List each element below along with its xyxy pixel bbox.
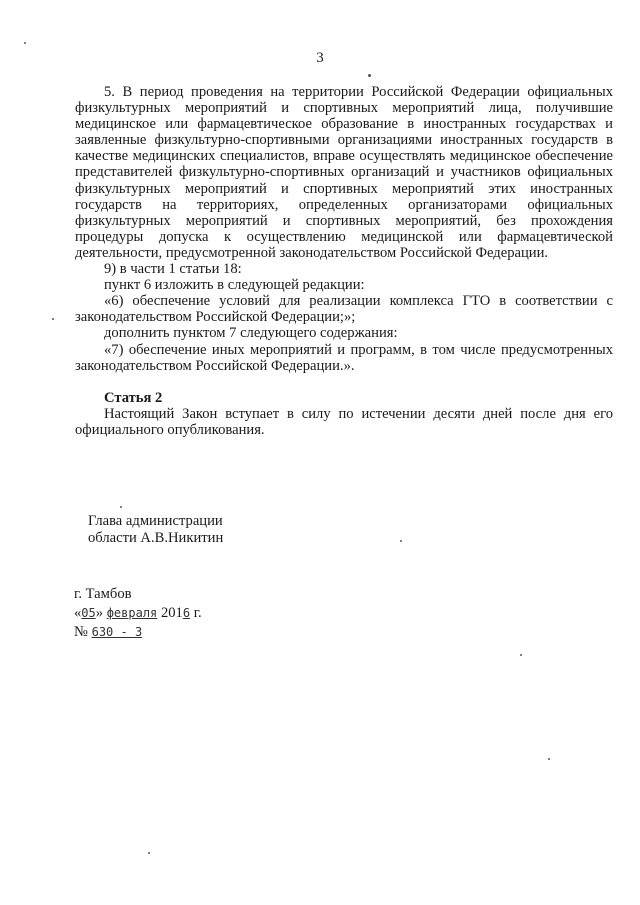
date-day: 05 — [81, 606, 96, 620]
date-line — [74, 604, 202, 623]
article-heading: Статья 2 — [104, 389, 163, 406]
date-year-unit: г. — [193, 605, 202, 621]
paragraph-point-5: 5. В период проведения на территории Российской Федерации официальных физкультурных мероприятий и спортивных мероприятий лица, получившие медицинское или фармацевтическое образование в иностранных государствах и заявленные физкультурно-спортивными организациями иностранных государств в качестве медицинских специалистов, вправе осуществлять медицинское обеспечение представителей физкультурно-спортивных организаций и участников официальных физкультурных мероприятий и спортивных мероприятий этих иностранных государств на территориях, определенных организаторами официальных физкультурных мероприятий и спортивных мероприятий, без прохождения процедуры допуска к осуществлению медицинской или фармацевтической деятельности, предусмотренной законодательством Российской Федерации. — [75, 84, 613, 261]
number-prefix: № — [74, 624, 88, 640]
page-number: 3 — [316, 50, 324, 66]
scan-speck — [52, 318, 54, 320]
date-open-quote: « — [74, 605, 82, 621]
registration-number — [74, 623, 202, 642]
scan-speck — [400, 540, 402, 542]
paragraph-item-6-intro: пункт 6 изложить в следующей редакции: — [104, 277, 365, 294]
paragraph-part-9: 9) в части 1 статьи 18: — [104, 261, 242, 278]
article-text: Настоящий Закон вступает в силу по истечении десяти дней после дня его официального опубликования. — [75, 405, 613, 438]
number-value: 630 - 3 — [91, 625, 143, 639]
scan-speck — [148, 852, 150, 854]
date-close-quote: » — [95, 605, 104, 621]
paragraph-item-7: «7) обеспечение иных мероприятий и программ, в том числе предусмотренных законодательством Российской Федерации.». — [75, 341, 613, 374]
place-date-block — [74, 585, 202, 642]
date-month: февраля — [106, 606, 158, 620]
scan-speck — [548, 758, 550, 760]
signature-name: области А.В.Никитин — [88, 530, 224, 546]
law-body — [75, 84, 613, 438]
signature-block — [88, 513, 223, 547]
city: г. Тамбов — [74, 586, 132, 602]
scan-speck — [368, 74, 371, 77]
paragraph-item-7-intro: дополнить пунктом 7 следующего содержания: — [104, 325, 398, 342]
scan-speck — [24, 42, 26, 44]
scan-speck — [120, 506, 122, 508]
scan-speck — [520, 654, 522, 656]
paragraph-item-6: «6) обеспечение условий для реализации комплекса ГТО в соответствии с законодательством Российской Федерации;»; — [75, 293, 613, 326]
date-year-prefix: 201 — [160, 605, 183, 621]
signature-title: Глава администрации — [88, 513, 223, 529]
date-year-suffix: 6 — [182, 606, 191, 620]
